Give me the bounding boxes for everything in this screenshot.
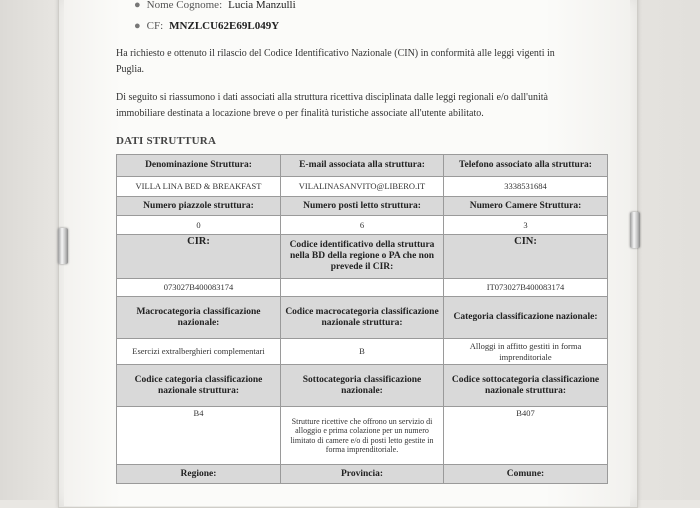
table-cell: Codice sottocategoria classificazione nazionale struttura: bbox=[444, 365, 608, 407]
paragraph-summary bbox=[116, 90, 612, 122]
table-cell bbox=[281, 279, 444, 297]
table-cell: Sottocategoria classificazione nazionale: bbox=[281, 365, 444, 407]
table-cell: 0 bbox=[117, 216, 281, 235]
table-row bbox=[117, 235, 608, 279]
table-row bbox=[117, 407, 608, 465]
table-cell: Regione: bbox=[117, 465, 281, 484]
bullet-icon: ● bbox=[134, 20, 141, 32]
owner-name-label: Nome Cognome: bbox=[146, 0, 223, 11]
table-cell: VILALINASANVITO@LIBERO.IT bbox=[281, 177, 444, 197]
table-cell: B407 bbox=[444, 407, 608, 465]
table-cell: Numero Camere Struttura: bbox=[444, 197, 608, 216]
table-cell: Esercizi extralberghieri complementari bbox=[117, 339, 281, 365]
paragraph-cin-line2: Puglia. bbox=[116, 64, 145, 75]
table-cell: B4 bbox=[117, 407, 281, 465]
table-cell: Denominazione Struttura: bbox=[117, 155, 281, 177]
table-cell: Codice macrocategoria classificazione nazionale struttura: bbox=[281, 297, 444, 339]
structure-data-table bbox=[116, 154, 608, 484]
paragraph-summary-line1: Di seguito si riassumono i dati associati alla struttura ricettiva disciplinata dalle leggi regionali e/o dall'unità bbox=[116, 92, 548, 103]
table-cell: E-mail associata alla struttura: bbox=[281, 155, 444, 177]
table-cell: 6 bbox=[281, 216, 444, 235]
owner-name-line bbox=[134, 0, 296, 11]
table-row bbox=[117, 279, 608, 297]
table-cell: Strutture ricettive che offrono un servizio di alloggio e prima colazione per un numero limitato di camere e/o di posti letto gestite in forma imprenditoriale. bbox=[281, 407, 444, 465]
frame-clip-right bbox=[630, 212, 640, 248]
table-row bbox=[117, 216, 608, 235]
table-cell: Categoria classificazione nazionale: bbox=[444, 297, 608, 339]
owner-name-value: Lucia Manzulli bbox=[228, 0, 296, 11]
table-cell: 3338531684 bbox=[444, 177, 608, 197]
table-cell: Codice categoria classificazione nazionale struttura: bbox=[117, 365, 281, 407]
table-cell: Codice identificativo della struttura nella BD della regione o PA che non prevede il CIR: bbox=[281, 235, 444, 279]
table-cell: Macrocategoria classificazione nazionale: bbox=[117, 297, 281, 339]
table-row bbox=[117, 465, 608, 484]
table-cell: Telefono associato alla struttura: bbox=[444, 155, 608, 177]
section-title: DATI STRUTTURA bbox=[116, 135, 217, 147]
paragraph-summary-line2: immobiliare destinata a locazione breve o per finalità turistiche associate all'utente abilitato. bbox=[116, 108, 484, 119]
owner-cf-line bbox=[134, 20, 279, 32]
table-row bbox=[117, 339, 608, 365]
owner-cf-value: MNZLCU62E69L049Y bbox=[169, 20, 280, 32]
table-row bbox=[117, 197, 608, 216]
table-cell: CIN: bbox=[444, 235, 608, 279]
table-cell: B bbox=[281, 339, 444, 365]
table-row bbox=[117, 155, 608, 177]
frame-clip-left bbox=[58, 228, 68, 264]
table-cell: CIR: bbox=[117, 235, 281, 279]
table-cell: Numero posti letto struttura: bbox=[281, 197, 444, 216]
paragraph-cin bbox=[116, 46, 612, 78]
owner-cf-label: CF: bbox=[146, 20, 164, 32]
table-cell: Numero piazzole struttura: bbox=[117, 197, 281, 216]
table-cell: Comune: bbox=[444, 465, 608, 484]
bullet-icon: ● bbox=[134, 0, 141, 11]
table-cell: VILLA LINA BED & BREAKFAST bbox=[117, 177, 281, 197]
table-cell: Alloggi in affitto gestiti in forma imprenditoriale bbox=[444, 339, 608, 365]
table-cell: 073027B400083174 bbox=[117, 279, 281, 297]
paragraph-cin-line1: Ha richiesto e ottenuto il rilascio del Codice Identificativo Nazionale (CIN) in conformità alle leggi vigenti in bbox=[116, 48, 555, 59]
table-row bbox=[117, 297, 608, 339]
table-cell: IT073027B400083174 bbox=[444, 279, 608, 297]
table-cell: Provincia: bbox=[281, 465, 444, 484]
table-row bbox=[117, 177, 608, 197]
table-row bbox=[117, 365, 608, 407]
table-cell: 3 bbox=[444, 216, 608, 235]
